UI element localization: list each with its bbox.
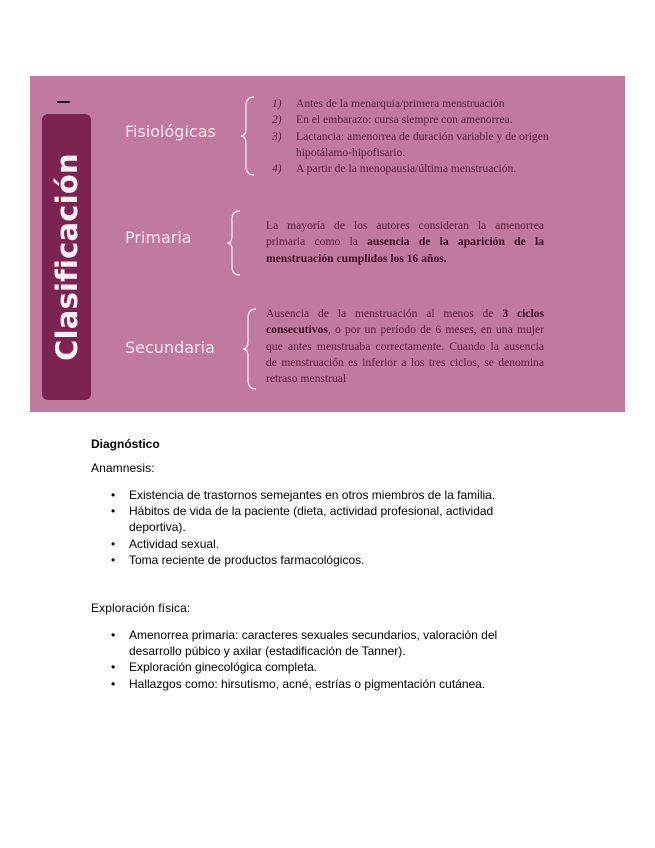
fisiologicas-list (272, 96, 557, 177)
anamnesis-label: Anamnesis: (91, 461, 155, 475)
list-item: • Exploración ginecológica completa. (110, 659, 540, 675)
classification-sidebar (42, 114, 91, 400)
category-secundaria-label: Secundaria (125, 338, 215, 357)
primaria-description: La mayoría de los autores consideran la amenorrea primaria como la ausencia de la aparición de la menstruación cumplidos los 16 años. (266, 219, 544, 265)
diagnostico-heading: Diagnóstico (91, 437, 160, 451)
list-item: • Existencia de trastornos semejantes en otros miembros de la familia. (110, 487, 540, 503)
brace-primaria (226, 210, 242, 276)
classification-panel (30, 76, 625, 412)
list-item: 3) Lactancia: amenorrea de duración variable y de origen hipotálamo-hipofisario. (272, 129, 549, 159)
anamnesis-list (110, 487, 540, 568)
brace-secundaria (242, 308, 258, 390)
dash-mark (57, 101, 70, 103)
list-item: • Hábitos de vida de la paciente (dieta, actividad profesional, actividad deportiva). (110, 503, 540, 535)
exploracion-list (110, 627, 540, 692)
category-fisiologicas-label: Fisiológicas (125, 122, 216, 141)
list-item: 2) En el embarazo: cursa siempre con amenorrea. (272, 113, 513, 127)
category-primaria-label: Primaria (125, 228, 192, 247)
secundaria-description: Ausencia de la menstruación al menos de 3 ciclos consecutivos, o por un período de 6 meses, en una mujer que antes menstruaba correctamente. Cuando la ausencia de menstruación es inferior a los tres ciclos, se denomina retraso menstrual (266, 307, 544, 386)
list-item: 1) Antes de la menarquia/primera menstruación (272, 97, 505, 110)
exploracion-label: Exploración física: (91, 601, 191, 615)
list-item: • Toma reciente de productos farmacológicos. (110, 552, 540, 568)
classification-title: Clasificación (49, 153, 84, 361)
list-item: • Actividad sexual. (110, 536, 540, 552)
list-item: • Hallazgos como: hirsutismo, acné, estrías o pigmentación cutánea. (110, 676, 540, 692)
list-item: 4) A partir de la menopausia/última menstruación. (272, 162, 517, 176)
list-item: • Amenorrea primaria: caracteres sexuales secundarios, valoración del desarrollo púbico y axilar (estadificación de Tanner). (110, 627, 540, 659)
brace-fisiologicas (240, 96, 256, 176)
